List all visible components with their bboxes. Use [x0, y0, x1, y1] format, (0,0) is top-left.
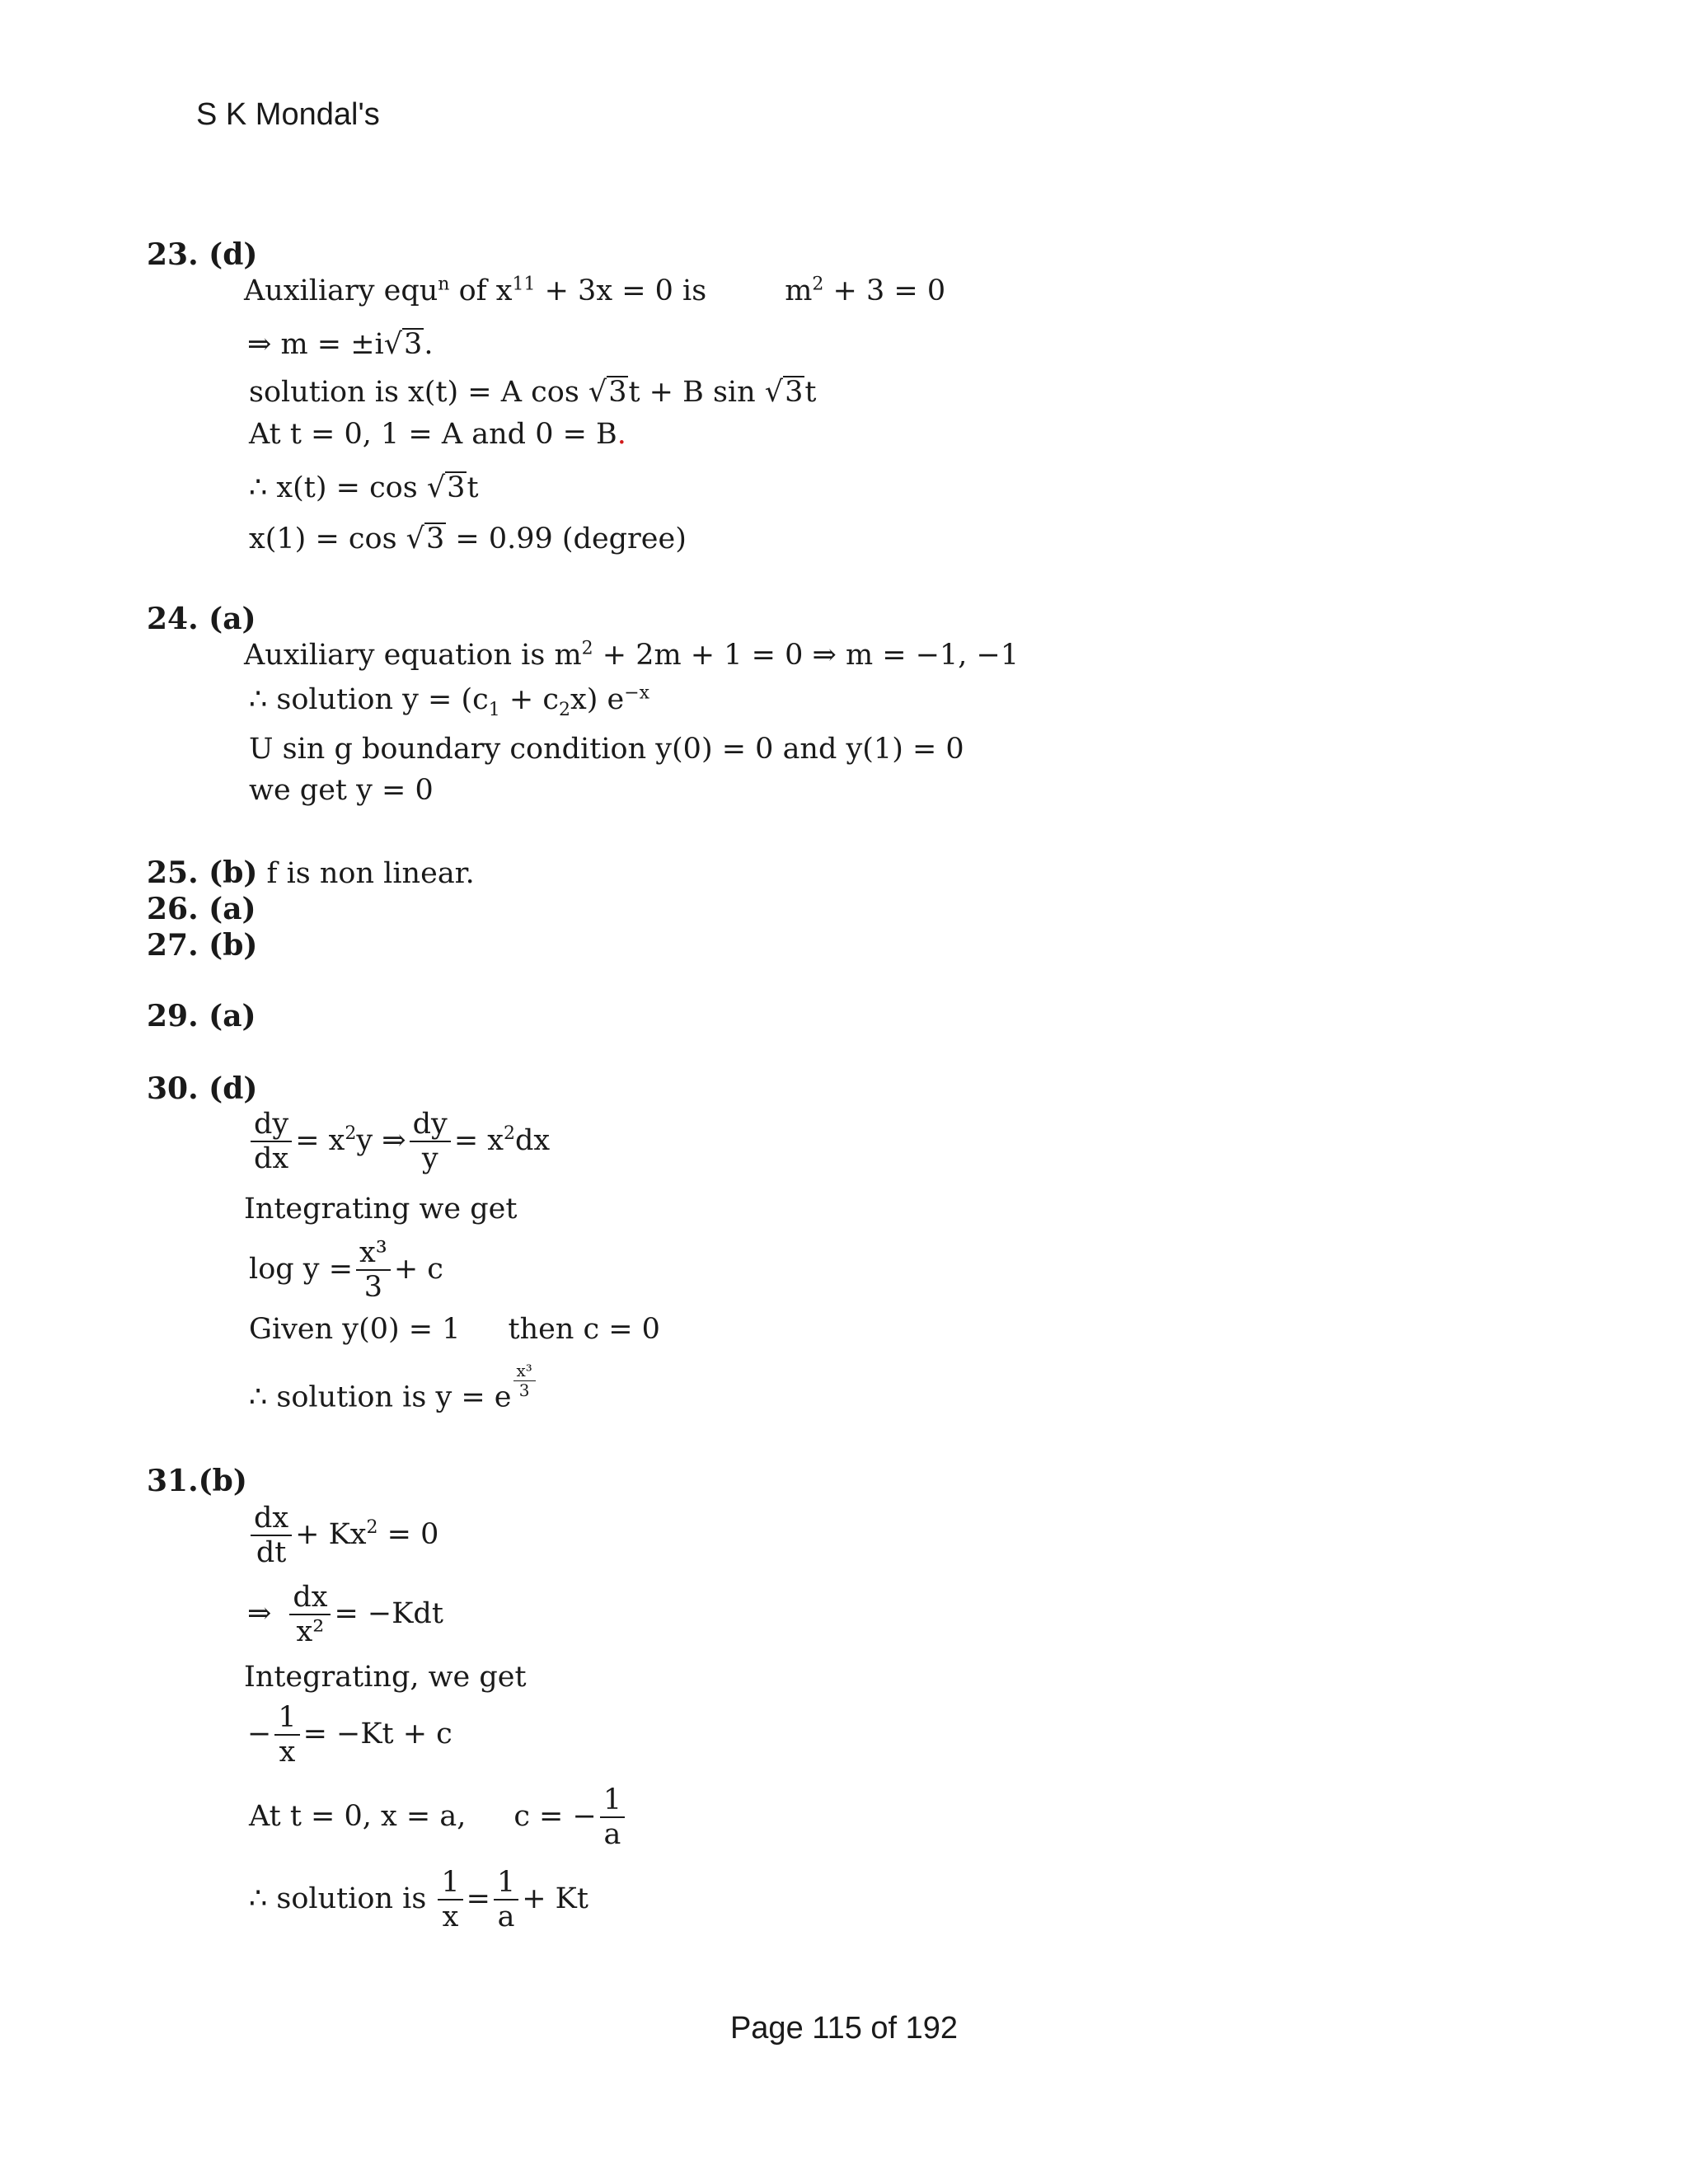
fraction: $\frac{dy}{y}$ — [410, 1108, 451, 1176]
q23-line-3: solution is x(t) = A cos √3t + B sin √3t — [249, 376, 817, 409]
page-header: S K Mondal's — [196, 97, 380, 132]
q24-line-2: ∴ solution $y = (c_1 + c_2x)$ $e^{-x}$ — [249, 682, 650, 720]
q24-line-4: we get y = 0 — [249, 774, 434, 807]
q31-line-2: ⇒ $\frac{dx}{\text{x²}}$ = −Kdt — [247, 1581, 443, 1649]
q31-line-3: Integrating, we get — [244, 1661, 527, 1694]
q30-line-4: Given y(0) = 1 then c = 0 — [249, 1313, 660, 1346]
answer-27-label: 27. (b) — [147, 928, 258, 963]
fraction: $\frac{1}{a}$ — [494, 1866, 518, 1934]
q24-line-1: Auxiliary equation is $m^2 + 2m + 1 = 0$ ⇒ m = −1, −1 — [244, 638, 1020, 672]
q24-line-3: U sin g boundary condition y(0) = 0 and y(1) = 0 — [249, 733, 964, 766]
q31-line-5: At t = 0, x = a, c = − $\frac{1}{a}$ — [249, 1783, 628, 1852]
q23-line-2: ⇒ m = ±i√3. — [247, 328, 434, 361]
fraction: $\frac{\text{x³}}{3}$ — [356, 1236, 391, 1305]
answer-24-label: 24. (a) — [147, 602, 256, 636]
q30-line-3: log y = $\frac{\text{x³}}{3}$ + c — [249, 1236, 443, 1305]
q30-line-5: ∴ solution is y = e $\frac{\text{x³}}{3}$ — [249, 1361, 537, 1413]
q23-line-5: ∴ x(t) = cos √3t — [249, 471, 479, 504]
fraction: $\frac{dx}{dt}$ — [251, 1502, 292, 1570]
q23-line-4: At t = 0, 1 = A and 0 = B. — [249, 418, 626, 451]
q30-line-1: $\frac{dy}{dx}$ = $x^2y$ ⇒ $\frac{dy}{y}$ = $x^2dx$ — [247, 1108, 550, 1176]
answer-23-label: 23. (d) — [147, 237, 258, 272]
answer-29-label: 29. (a) — [147, 999, 256, 1033]
q31-line-4: − $\frac{1}{x}$ = −Kt + c — [247, 1701, 452, 1769]
fraction: $\frac{dx}{\text{x²}}$ — [289, 1581, 331, 1649]
q30-line-2: Integrating we get — [244, 1193, 518, 1226]
q31-line-6: ∴ solution is $\frac{1}{x}$ = $\frac{1}{a}$ + Kt — [249, 1866, 588, 1934]
fraction: $\frac{1}{a}$ — [600, 1783, 625, 1852]
answer-31-label: 31.(b) — [147, 1464, 247, 1498]
answer-26-label: 26. (a) — [147, 892, 256, 926]
fraction: $\frac{1}{x}$ — [274, 1701, 299, 1769]
q31-line-1: $\frac{dx}{dt}$ + $Kx^2 = 0$ — [247, 1502, 438, 1570]
q23-line-6: x(1) = cos √3 = 0.99 (degree) — [249, 523, 687, 555]
fraction: $\frac{1}{x}$ — [438, 1866, 462, 1934]
answer-30-label: 30. (d) — [147, 1071, 258, 1106]
fraction: $\frac{dy}{dx}$ — [251, 1108, 292, 1176]
fraction: $\frac{\text{x³}}{3}$ — [513, 1361, 536, 1400]
answer-25-label: 25. (b) f is non linear. — [147, 855, 475, 890]
page-number: Page 115 of 192 — [729, 2011, 959, 2046]
q23-line-1: Auxiliary equ$^n$ of $x^{11} + 3x = 0$ is $m^2 + 3 = 0$ — [244, 274, 946, 307]
